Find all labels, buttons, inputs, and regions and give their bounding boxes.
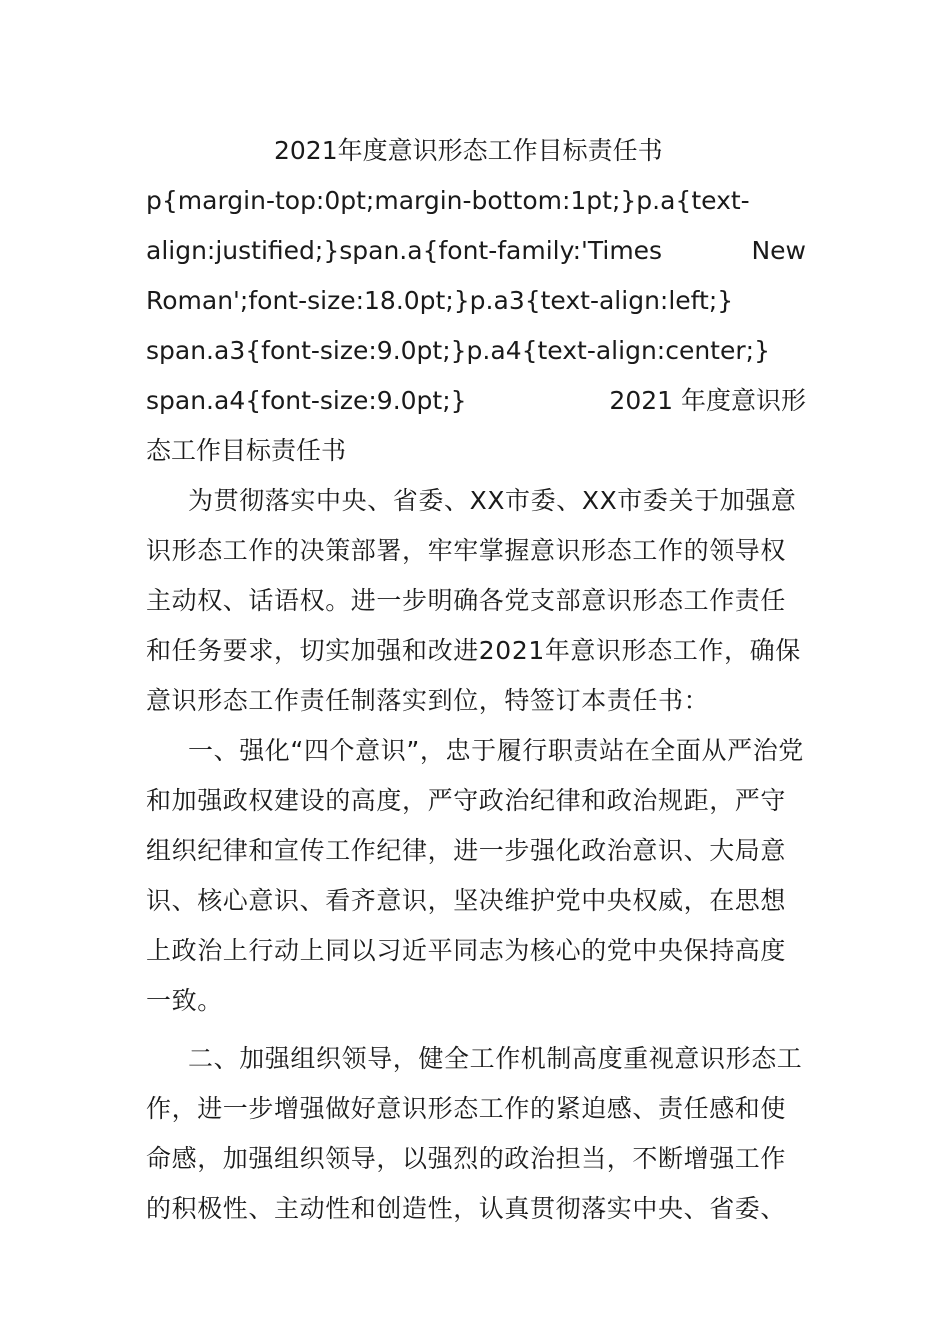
css-code-text — [146, 176, 806, 476]
css-line-2 — [146, 226, 806, 276]
repeated-title-part1: 2021 年度意识形 — [609, 386, 806, 415]
css-line-3: Roman';font-size:18.0pt;}p.a3{text-align:left;} — [146, 286, 734, 315]
repeated-title-part2: 态工作目标责任书 — [146, 436, 347, 465]
paragraph-section-2: 二、加强组织领导，健全工作机制高度重视意识形态工作，进一步增强做好意识形态工作的紧迫感、责任感和使命感，加强组织领导，以强烈的政治担当，不断增强工作的积极性、主动性和创造性，认真贯彻落实中央、省委、 — [146, 1044, 803, 1223]
paragraph-intro: 为贯彻落实中央、省委、XX市委、XX市委关于加强意识形态工作的决策部署，牢牢掌握意识形态工作的领导权主动权、话语权。进一步明确各党支部意识形态工作责任和任务要求，切实加强和改进2021年意识形态工作，确保意识形态工作责任制落实到位，特签订本责任书： — [146, 486, 801, 715]
css-line-4: span.a3{font-size:9.0pt;}p.a4{text-align:center;} — [146, 336, 770, 365]
css-line-5 — [146, 376, 806, 426]
css-line-5-head: span.a4{font-size:9.0pt;} — [146, 386, 467, 415]
css-line-2-tail: New — [751, 236, 806, 265]
paragraph-section-1: 一、强化“四个意识”，忠于履行职责站在全面从严治党和加强政权建设的高度，严守政治纪律和政治规距，严守组织纪律和宣传工作纪律，进一步强化政治意识、大局意识、核心意识、看齐意识，坚决维护党中央权威，在思想上政治上行动上同以习近平同志为核心的党中央保持高度一致。 — [146, 736, 804, 1015]
document-body — [146, 126, 806, 1234]
css-line-2-head: align:justified;}span.a{font-family:'Times — [146, 236, 663, 265]
css-line-1: p{margin-top:0pt;margin-bottom:1pt;}p.a{text- — [146, 186, 750, 215]
document-title: 2021年度意识形态工作目标责任书 — [274, 136, 663, 165]
